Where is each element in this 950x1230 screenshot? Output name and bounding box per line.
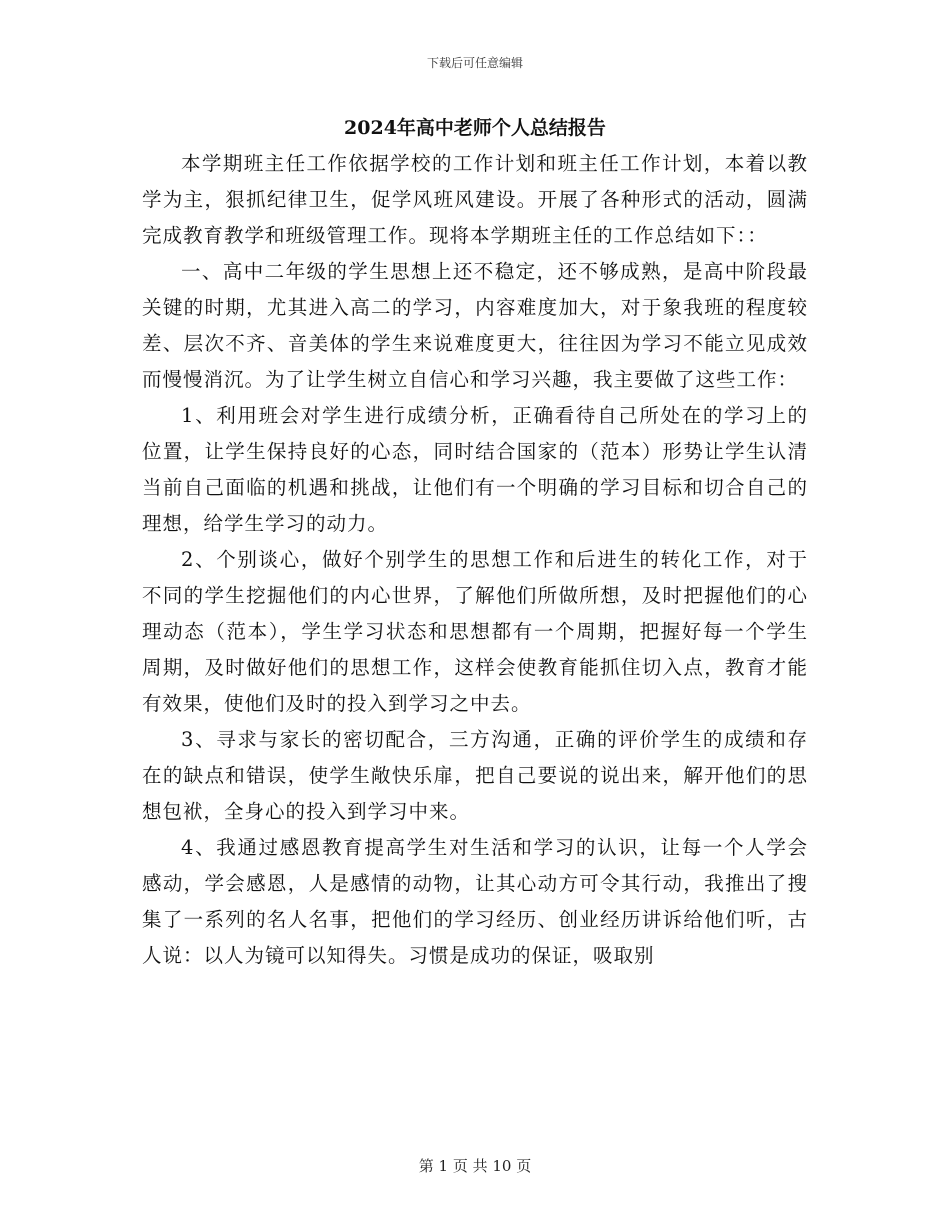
header-note: 下载后可任意编辑 bbox=[426, 56, 523, 70]
document-body bbox=[142, 146, 808, 974]
paragraph-item-1: 1、利用班会对学生进行成绩分析，正确看待自己所处在的学习上的位置，让学生保持良好的心态，同时结合国家的（范本）形势让学生认清当前自己面临的机遇和挑战，让他们有一个明确的学习目标和切合自己的理想，给学生学习的动力。 bbox=[142, 404, 808, 535]
paragraph-intro: 本学期班主任工作依据学校的工作计划和班主任工作计划，本着以教学为主，狠抓纪律卫生，促学风班风建设。开展了各种形式的活动，圆满完成教育教学和班级管理工作。现将本学期班主任的工作总结如下：： bbox=[142, 152, 808, 247]
paragraph-section-one: 一、高中二年级的学生思想上还不稳定，还不够成熟，是高中阶段最关键的时期，尤其进入高二的学习，内容难度加大，对于象我班的程度较差、层次不齐、音美体的学生来说难度更大，往往因为学习不能立见成效而慢慢消沉。为了让学生树立自信心和学习兴趣，我主要做了这些工作： bbox=[142, 260, 808, 391]
paragraph-item-3: 3、寻求与家长的密切配合，三方沟通，正确的评价学生的成绩和存在的缺点和错误，使学生敞快乐扉，把自己要说的说出来，解开他们的思想包袱，全身心的投入到学习中来。 bbox=[142, 728, 808, 823]
document-title: 2024年高中老师个人总结报告 bbox=[344, 117, 606, 139]
paragraph-item-4: 4、我通过感恩教育提高学生对生活和学习的认识，让每一个人学会感动，学会感恩，人是感情的动物，让其心动方可令其行动，我推出了搜集了一系列的名人名事，把他们的学习经历、创业经历讲诉给他们听，古人说：以人为镜可以知得失。习惯是成功的保证，吸取别 bbox=[142, 836, 808, 967]
paragraph-item-2: 2、个别谈心，做好个别学生的思想工作和后进生的转化工作，对于不同的学生挖掘他们的内心世界，了解他们所做所想，及时把握他们的心理动态（范本），学生学习状态和思想都有一个周期，把握好每一个学生周期，及时做好他们的思想工作，这样会使教育能抓住切入点，教育才能有效果，使他们及时的投入到学习之中去。 bbox=[142, 548, 808, 715]
page-footer: 第 1 页 共 10 页 bbox=[418, 1157, 532, 1175]
